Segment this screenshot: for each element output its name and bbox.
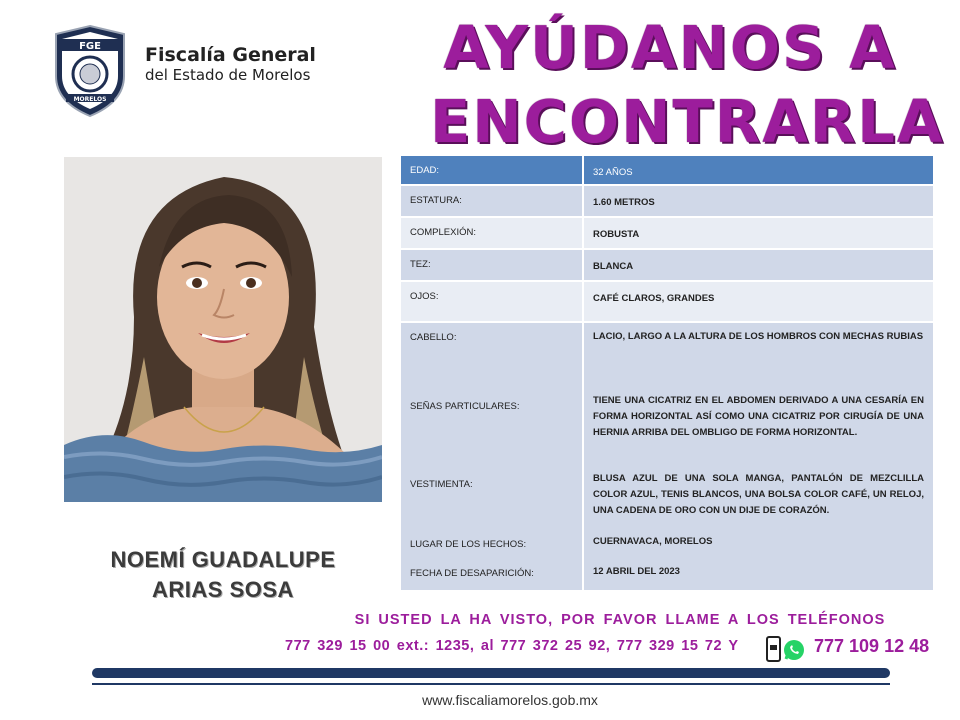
- headline-line1: AYÚDANOS A: [443, 13, 897, 82]
- contact-phone-whatsapp: 777 109 12 48: [814, 636, 930, 656]
- table-row: [401, 186, 933, 216]
- lugar-label: LUGAR DE LOS HECHOS:: [410, 539, 527, 550]
- cabello-label: CABELLO:: [410, 332, 457, 343]
- row-value: BLANCA: [584, 250, 933, 280]
- lugar-value: CUERNAVACA, MORELOS: [593, 536, 713, 547]
- logo-text: FGE: [79, 41, 101, 52]
- table-row: [401, 250, 933, 280]
- footer-bar: [92, 668, 890, 678]
- logo-bottom-text: MORELOS: [73, 96, 107, 103]
- row-label: OJOS:: [401, 282, 582, 321]
- fge-shield-logo: [52, 24, 128, 118]
- portrait-illustration: [64, 157, 382, 502]
- person-name-line1: NOEMÍ GUADALUPE: [110, 547, 336, 572]
- row-label: COMPLEXIÓN:: [401, 218, 582, 248]
- row-label: EDAD:: [401, 156, 582, 184]
- fecha-label: FECHA DE DESAPARICIÓN:: [410, 568, 534, 579]
- row-value: 32 AÑOS: [584, 156, 933, 184]
- fecha-value: 12 ABRIL DEL 2023: [593, 566, 680, 577]
- senas-label: SEÑAS PARTICULARES:: [410, 401, 520, 412]
- missing-person-photo: [64, 157, 382, 502]
- row-value: ROBUSTA: [584, 218, 933, 248]
- table-row: [401, 156, 933, 184]
- table-row-large: [401, 323, 933, 590]
- cabello-value: LACIO, LARGO A LA ALTURA DE LOS HOMBROS CON MECHAS RUBIAS: [593, 331, 924, 342]
- footer-line: [92, 683, 890, 685]
- senas-value: TIENE UNA CICATRIZ EN EL ABDOMEN DERIVADO A UNA CESARÍA EN FORMA HORIZONTAL ASÍ COMO UNA CICATRIZ POR CIRUGÍA DE UNA HERNIA ARRIBA DEL OMBLIGO DE FORMA HORIZONTAL.: [593, 395, 924, 438]
- headline-line2: ENCONTRARLA: [430, 87, 945, 156]
- row-value: CAFÉ CLAROS, GRANDES: [584, 282, 933, 321]
- contact-phones: 777 329 15 00 ext.: 1235, al 777 372 25 92, 777 329 15 72 Y: [285, 638, 739, 654]
- org-name: Fiscalía General: [145, 44, 316, 66]
- table-row: [401, 282, 933, 321]
- whatsapp-icon: [784, 640, 804, 660]
- person-name-line2: ARIAS SOSA: [152, 577, 294, 602]
- row-value: 1.60 METROS: [584, 186, 933, 216]
- vestimenta-label: VESTIMENTA:: [410, 479, 473, 490]
- row-label: TEZ:: [401, 250, 582, 280]
- phone-whatsapp-icons: [766, 636, 806, 662]
- contact-message: SI USTED LA HA VISTO, POR FAVOR LLAME A LOS TELÉFONOS: [354, 612, 886, 628]
- row-label: ESTATURA:: [401, 186, 582, 216]
- org-subtitle: del Estado de Morelos: [145, 66, 311, 84]
- details-table: [401, 156, 933, 590]
- table-row: [401, 218, 933, 248]
- vestimenta-value: BLUSA AZUL DE UNA SOLA MANGA, PANTALÓN DE MEZCLILLA COLOR AZUL, TENIS BLANCOS, UNA BOLSA COLOR CAFÉ, UN RELOJ, UNA CADENA DE ORO CON UN DIJE DE CORAZÓN.: [593, 473, 924, 516]
- website-link[interactable]: www.fiscaliamorelos.gob.mx: [422, 692, 598, 708]
